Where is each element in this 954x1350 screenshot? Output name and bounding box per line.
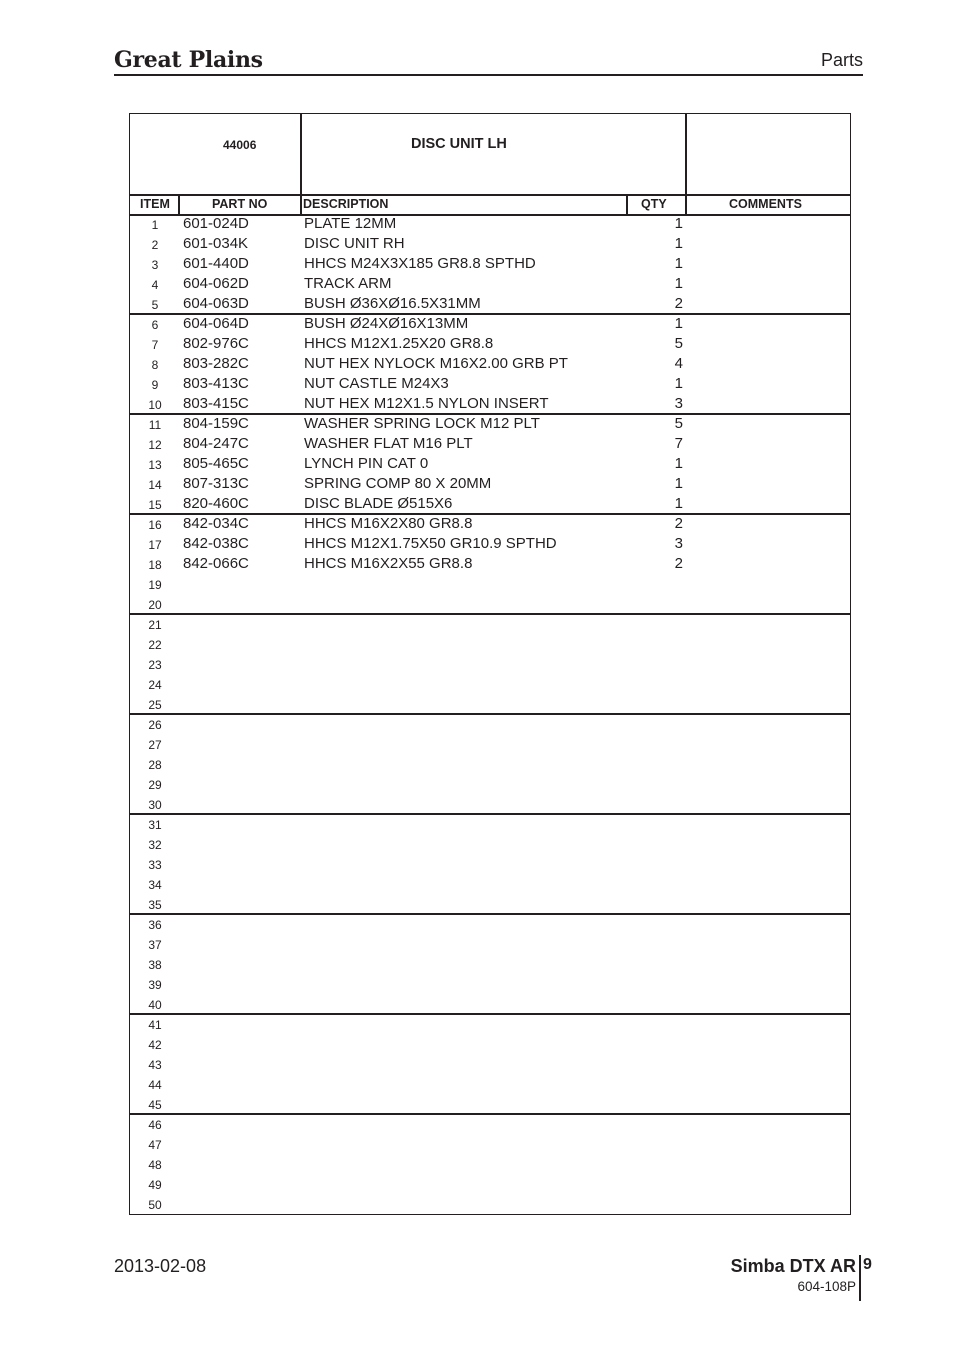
item-number: 17	[148, 538, 162, 552]
item-number: 26	[148, 718, 162, 732]
item-number: 48	[148, 1158, 162, 1172]
table-row	[130, 1054, 850, 1074]
item-number: 44	[148, 1078, 162, 1092]
part-number: 804-159C	[183, 415, 249, 432]
part-number: 601-024D	[183, 215, 249, 232]
item-number: 40	[148, 998, 162, 1012]
table-row	[130, 534, 850, 554]
quantity: 2	[674, 515, 683, 532]
table-row	[130, 1114, 850, 1134]
table-row	[130, 754, 850, 774]
item-number: 30	[148, 798, 162, 812]
table-row	[130, 994, 850, 1014]
item-number: 1	[151, 218, 159, 232]
table-row	[130, 794, 850, 814]
table-row	[130, 1154, 850, 1174]
table-row	[130, 414, 850, 434]
item-number: 9	[151, 378, 159, 392]
item-number: 29	[148, 778, 162, 792]
part-number: 803-282C	[183, 355, 249, 372]
table-row	[130, 394, 850, 414]
table-row	[130, 914, 850, 934]
assembly-number: 44006	[223, 138, 257, 152]
footer-model: Simba DTX AR	[730, 1256, 856, 1276]
item-number: 7	[151, 338, 159, 352]
quantity: 1	[674, 275, 683, 292]
quantity: 5	[674, 335, 683, 352]
table-row	[130, 654, 850, 674]
item-number: 13	[148, 458, 162, 472]
item-number: 21	[148, 618, 162, 632]
table-row	[130, 674, 850, 694]
table-row	[130, 234, 850, 254]
part-description: SPRING COMP 80 X 20MM	[304, 475, 492, 492]
table-row	[130, 254, 850, 274]
footer-date: 2013-02-08	[114, 1256, 207, 1276]
quantity: 1	[674, 215, 683, 232]
item-number: 39	[148, 978, 162, 992]
table-row	[130, 1034, 850, 1054]
item-number: 27	[148, 738, 162, 752]
column-header-part-no: PART NO	[212, 197, 268, 211]
table-row	[130, 454, 850, 474]
item-number: 34	[148, 878, 162, 892]
part-number: 807-313C	[183, 475, 249, 492]
table-row	[130, 294, 850, 314]
part-description: WASHER FLAT M16 PLT	[304, 435, 473, 452]
item-number: 25	[148, 698, 162, 712]
part-number: 604-063D	[183, 295, 249, 312]
part-number: 842-034C	[183, 515, 249, 532]
item-number: 2	[151, 238, 159, 252]
col-divider-item	[178, 194, 180, 214]
part-description: PLATE 12MM	[304, 215, 397, 232]
item-number: 43	[148, 1058, 162, 1072]
assembly-title: DISC UNIT LH	[411, 136, 507, 152]
quantity: 5	[674, 415, 683, 432]
table-row	[130, 614, 850, 634]
item-number: 5	[151, 298, 159, 312]
quantity: 2	[674, 555, 683, 572]
column-header-item: ITEM	[140, 197, 170, 211]
part-description: NUT HEX M12X1.5 NYLON INSERT	[304, 395, 549, 412]
table-row	[130, 774, 850, 794]
item-number: 28	[148, 758, 162, 772]
item-number: 18	[148, 558, 162, 572]
table-row	[130, 854, 850, 874]
table-row	[130, 834, 850, 854]
header-divider-right	[685, 114, 687, 214]
table-row	[130, 334, 850, 354]
quantity: 4	[674, 355, 683, 372]
table-row	[130, 814, 850, 834]
part-description: HHCS M16X2X55 GR8.8	[304, 555, 473, 572]
table-row	[130, 874, 850, 894]
table-row	[130, 474, 850, 494]
item-number: 14	[148, 478, 162, 492]
table-row	[130, 574, 850, 594]
part-description: LYNCH PIN CAT 0	[304, 455, 429, 472]
table-row	[130, 734, 850, 754]
table-row	[130, 1074, 850, 1094]
part-number: 803-415C	[183, 395, 249, 412]
table-row	[130, 594, 850, 614]
table-row	[130, 974, 850, 994]
item-number: 23	[148, 658, 162, 672]
title-rule	[130, 194, 850, 196]
part-description: DISC UNIT RH	[304, 235, 405, 252]
part-number: 820-460C	[183, 495, 249, 512]
table-row	[130, 374, 850, 394]
item-number: 31	[148, 818, 162, 832]
item-number: 35	[148, 898, 162, 912]
item-number: 24	[148, 678, 162, 692]
table-row	[130, 554, 850, 574]
quantity: 3	[674, 395, 683, 412]
quantity: 1	[674, 235, 683, 252]
table-row	[130, 214, 850, 234]
quantity: 1	[674, 455, 683, 472]
section-title: Parts	[820, 50, 863, 70]
table-row	[130, 1194, 850, 1214]
item-number: 47	[148, 1138, 162, 1152]
quantity: 3	[674, 535, 683, 552]
quantity: 2	[674, 295, 683, 312]
part-description: TRACK ARM	[304, 275, 392, 292]
part-number: 601-034K	[183, 235, 249, 252]
table-row	[130, 1174, 850, 1194]
part-description: BUSH Ø24XØ16X13MM	[304, 315, 469, 332]
table-row	[130, 514, 850, 534]
item-number: 38	[148, 958, 162, 972]
quantity: 1	[674, 475, 683, 492]
part-description: HHCS M12X1.25X20 GR8.8	[304, 335, 494, 352]
table-row	[130, 434, 850, 454]
part-number: 604-062D	[183, 275, 249, 292]
table-row	[130, 934, 850, 954]
item-number: 37	[148, 938, 162, 952]
part-number: 842-066C	[183, 555, 249, 572]
item-number: 22	[148, 638, 162, 652]
quantity: 1	[674, 495, 683, 512]
table-row	[130, 494, 850, 514]
item-number: 19	[148, 578, 162, 592]
quantity: 7	[674, 435, 683, 452]
table-row	[130, 1134, 850, 1154]
part-description: WASHER SPRING LOCK M12 PLT	[304, 415, 540, 432]
item-number: 41	[148, 1018, 162, 1032]
brand-logo: Great Plains	[114, 47, 263, 73]
part-description: NUT CASTLE M24X3	[304, 375, 449, 392]
document-number: 604-108P	[797, 1279, 856, 1294]
item-number: 4	[151, 278, 159, 292]
item-number: 10	[148, 398, 162, 412]
part-description: HHCS M24X3X185 GR8.8 SPTHD	[304, 255, 536, 272]
table-row	[130, 314, 850, 334]
table-row	[130, 894, 850, 914]
part-number: 842-038C	[183, 535, 249, 552]
item-number: 15	[148, 498, 162, 512]
item-number: 33	[148, 858, 162, 872]
item-number: 12	[148, 438, 162, 452]
item-number: 36	[148, 918, 162, 932]
item-number: 11	[148, 418, 162, 432]
table-row	[130, 1014, 850, 1034]
part-number: 802-976C	[183, 335, 249, 352]
col-divider-part	[300, 194, 302, 214]
item-number: 32	[148, 838, 162, 852]
col-divider-desc	[626, 194, 628, 214]
part-number: 604-064D	[183, 315, 249, 332]
page-number: 9	[863, 1256, 872, 1273]
quantity: 1	[674, 315, 683, 332]
column-header-description: DESCRIPTION	[303, 197, 389, 211]
quantity: 1	[674, 375, 683, 392]
part-description: NUT HEX NYLOCK M16X2.00 GRB PT	[304, 355, 568, 372]
table-row	[130, 634, 850, 654]
item-number: 46	[148, 1118, 162, 1132]
part-number: 805-465C	[183, 455, 249, 472]
column-header-qty: QTY	[641, 197, 667, 211]
item-number: 42	[148, 1038, 162, 1052]
item-number: 8	[151, 358, 159, 372]
table-row	[130, 694, 850, 714]
table-row	[130, 354, 850, 374]
footer-divider	[859, 1255, 861, 1301]
item-number: 20	[148, 598, 162, 612]
part-number: 803-413C	[183, 375, 249, 392]
part-description: DISC BLADE Ø515X6	[304, 495, 453, 512]
table-row	[130, 954, 850, 974]
table-row	[130, 1094, 850, 1114]
column-header-comments: COMMENTS	[729, 197, 802, 211]
item-number: 49	[148, 1178, 162, 1192]
table-row	[130, 274, 850, 294]
item-number: 50	[148, 1198, 162, 1212]
part-number: 601-440D	[183, 255, 249, 272]
parts-table	[129, 113, 851, 1215]
part-description: HHCS M12X1.75X50 GR10.9 SPTHD	[304, 535, 557, 552]
header-divider	[114, 74, 863, 76]
quantity: 1	[674, 255, 683, 272]
part-description: HHCS M16X2X80 GR8.8	[304, 515, 473, 532]
item-number: 45	[148, 1098, 162, 1112]
table-row	[130, 714, 850, 734]
part-description: BUSH Ø36XØ16.5X31MM	[304, 295, 481, 312]
item-number: 6	[151, 318, 159, 332]
item-number: 16	[148, 518, 162, 532]
part-number: 804-247C	[183, 435, 249, 452]
item-number: 3	[151, 258, 159, 272]
